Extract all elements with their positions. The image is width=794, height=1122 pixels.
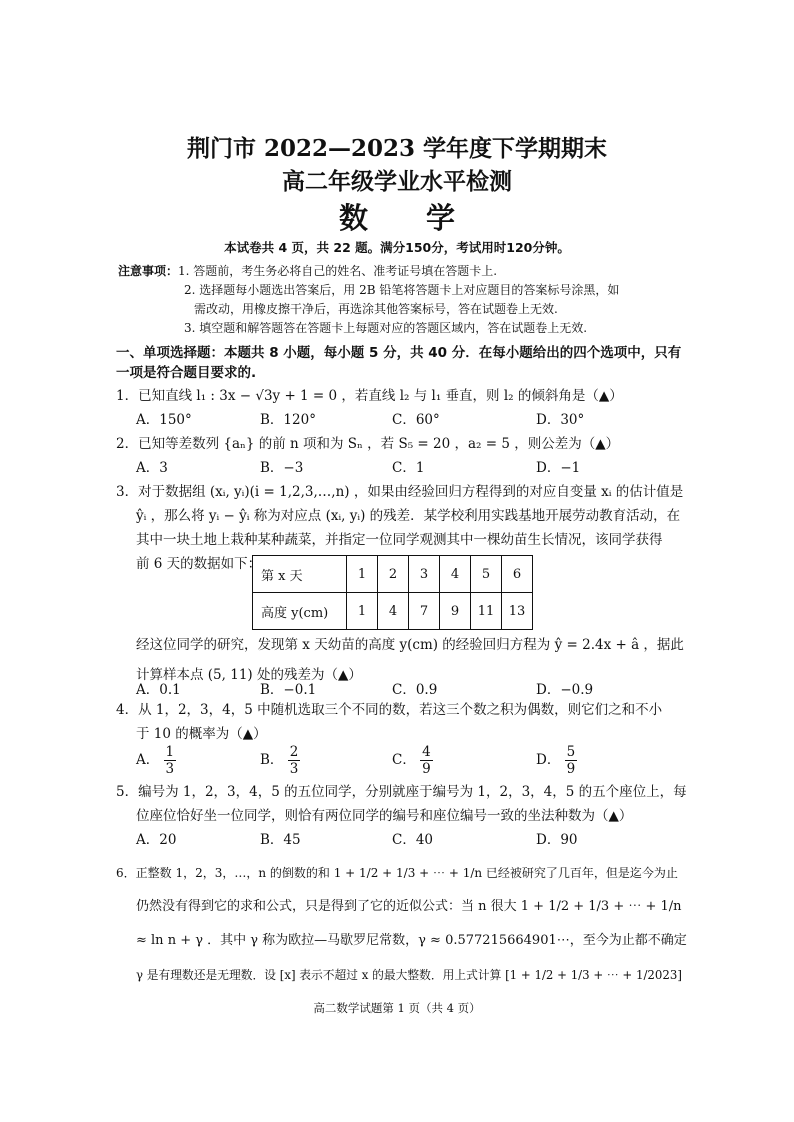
q4-option-d-label: D．	[536, 752, 561, 768]
section-heading	[116, 343, 688, 383]
note-1: 1. 答题前，考生务必将自己的姓名、准考证号填在答题卡上.	[178, 264, 498, 278]
q2-option-c: C．1	[392, 460, 425, 476]
question-1	[116, 384, 688, 408]
exam-title-line2: 高二年级学业水平检测	[282, 168, 512, 195]
table-cell: 7	[409, 593, 440, 630]
fraction-numerator: 4	[422, 744, 431, 760]
q4-option-b	[260, 744, 300, 777]
q4-line2: 于 10 的概率为（▲）	[136, 726, 267, 742]
q3-line6: 计算样本点 (5, 11) 处的残差为（▲）	[136, 667, 362, 683]
notes-block	[118, 262, 688, 338]
q3-option-a: A．0.1	[136, 682, 181, 698]
q4-option-c	[392, 744, 433, 777]
q4-option-c-fraction	[420, 744, 433, 777]
fraction-numerator: 1	[165, 744, 175, 760]
q4-option-d-fraction	[565, 744, 578, 777]
q5-option-a: A．20	[136, 832, 177, 848]
q5-option-b: B．45	[260, 832, 301, 848]
table-header-height: 高度 y(cm)	[253, 593, 347, 630]
q2-option-b: B．−3	[260, 460, 304, 476]
q4-option-a-label: A．	[136, 752, 160, 768]
q6-line3: ≈ ln n + γ ．其中 γ 称为欧拉—马歇罗尼常数，γ ≈ 0.577215664901⋯，至今为止都不确定	[136, 933, 687, 948]
question-2-options	[136, 456, 696, 480]
q4-option-a	[136, 744, 176, 777]
q6-line4: γ 是有理数还是无理数．设 [x] 表示不超过 x 的最大整数．用上式计算 [1 + 1/2 + 1/3 + ⋯ + 1/2023]	[136, 968, 682, 982]
q3-line1: 3．对于数据组 (xᵢ, yᵢ)(i = 1,2,3,…,n) ，如果由经验回归方程得到的对应自变量 xᵢ 的估计值是	[116, 484, 684, 500]
q3-line5: 经这位同学的研究，发现第 x 天幼苗的高度 y(cm) 的经验回归方程为 ŷ = 2.4x + â ，据此	[136, 637, 684, 653]
q1-option-a: A．150°	[136, 412, 192, 428]
q3-line3: 其中一块土地上栽种某种蔬菜，并指定一位同学观测其中一棵幼苗生长情况，该同学获得	[136, 532, 663, 548]
question-5	[116, 780, 688, 828]
q3-option-b: B．−0.1	[260, 682, 317, 698]
q1-option-c: C．60°	[392, 412, 440, 428]
question-4	[116, 698, 688, 746]
fraction-numerator: 2	[289, 744, 299, 760]
fraction-numerator: 5	[566, 744, 576, 760]
q4-option-c-label: C．	[392, 752, 416, 768]
table-cell: 11	[471, 593, 502, 630]
q5-option-d: D．90	[536, 832, 578, 848]
table-cell: 5	[471, 556, 502, 593]
q3-data-table	[252, 555, 533, 630]
question-1-options	[136, 408, 696, 432]
note-3: 3. 填空题和解答题答在答题卡上每题对应的答题区域内，答在试题卷上无效.	[184, 321, 588, 335]
q1-option-b: B．120°	[260, 412, 316, 428]
q6-line2: 仍然没有得到它的求和公式，只是得到了它的近似公式：当 n 很大 1 + 1/2 + 1/3 + ⋯ + 1/n	[136, 899, 682, 914]
q2-option-a: A．3	[136, 460, 168, 476]
q1-option-d: D．30°	[536, 412, 585, 428]
note-2a: 2. 选择题每小题选出答案后，用 2B 铅笔将答题卡上对应题目的答案标号涂黑，如	[184, 283, 620, 297]
q3-option-d: D．−0.9	[536, 682, 594, 698]
q4-option-b-label: B．	[260, 752, 284, 768]
question-1-text: 1．已知直线 l₁ : 3x − √3y + 1 = 0 ，若直线 l₂ 与 l₁ 垂直，则 l₂ 的倾斜角是（▲）	[116, 388, 623, 404]
q5-option-c: C．40	[392, 832, 434, 848]
fraction-denominator: 9	[566, 761, 576, 777]
section-line1: 一、单项选择题：本题共 8 小题，每小题 5 分，共 40 分．在每小题给出的四个选项中，只有	[116, 345, 682, 361]
q5-line2: 位座位恰好坐一位同学，则恰有两位同学的编号和座位编号一致的坐法种数为（▲）	[136, 808, 633, 824]
exam-title-line1: 荆门市 2022—2023 学年度下学期期末	[186, 135, 608, 162]
question-2	[116, 432, 688, 456]
table-cell: 4	[378, 593, 409, 630]
q2-option-d: D．−1	[536, 460, 581, 476]
q4-option-b-fraction	[288, 744, 301, 777]
table-row	[253, 593, 533, 630]
page-footer: 高二数学试题第 1 页（共 4 页）	[313, 1001, 481, 1015]
q4-option-a-fraction	[164, 744, 177, 777]
table-cell: 1	[347, 556, 378, 593]
table-cell: 2	[378, 556, 409, 593]
question-6	[116, 856, 688, 992]
table-cell: 9	[440, 593, 471, 630]
exam-info: 本试卷共 4 页，共 22 题。满分150分，考试用时120分钟。	[224, 240, 570, 255]
fraction-denominator: 3	[289, 761, 299, 777]
subject-title: 数 学	[338, 201, 480, 235]
q3-line4: 前 6 天的数据如下：	[136, 556, 262, 572]
table-cell: 3	[409, 556, 440, 593]
note-2b: 需改动，用橡皮擦干净后，再选涂其他答案标号，答在试题卷上无效.	[194, 302, 558, 316]
table-cell: 6	[502, 556, 533, 593]
section-line2: 一项是符合题目要求的.	[116, 365, 257, 381]
table-row	[253, 556, 533, 593]
q3-line2: ŷᵢ ，那么将 yᵢ − ŷᵢ 称为对应点 (xᵢ, yᵢ) 的残差．某学校利用实践基地开展劳动教育活动，在	[136, 508, 681, 524]
question-4-options	[136, 744, 696, 784]
q4-line1: 4．从 1，2，3，4，5 中随机选取三个不同的数，若这三个数之积为偶数，则它们之和不小	[116, 702, 663, 718]
question-5-options	[136, 828, 696, 852]
question-2-text: 2．已知等差数列 {aₙ} 的前 n 项和为 Sₙ ，若 S₅ = 20 ，a₂ = 5 ，则公差为（▲）	[116, 436, 620, 452]
q6-line1: 6．正整数 1，2，3，…，n 的倒数的和 1 + 1/2 + 1/3 + ⋯ + 1/n 已经被研究了几百年，但是迄今为止	[116, 866, 678, 880]
fraction-denominator: 3	[165, 761, 175, 777]
table-cell: 1	[347, 593, 378, 630]
fraction-denominator: 9	[422, 761, 431, 777]
table-header-day: 第 x 天	[253, 556, 347, 593]
table-cell: 13	[502, 593, 533, 630]
table-cell: 4	[440, 556, 471, 593]
q3-option-c: C．0.9	[392, 682, 438, 698]
q4-option-d	[536, 744, 577, 777]
q5-line1: 5．编号为 1，2，3，4，5 的五位同学，分别就座于编号为 1，2，3，4，5 的五个座位上，每	[116, 784, 687, 800]
notes-label: 注意事项：	[118, 264, 179, 278]
